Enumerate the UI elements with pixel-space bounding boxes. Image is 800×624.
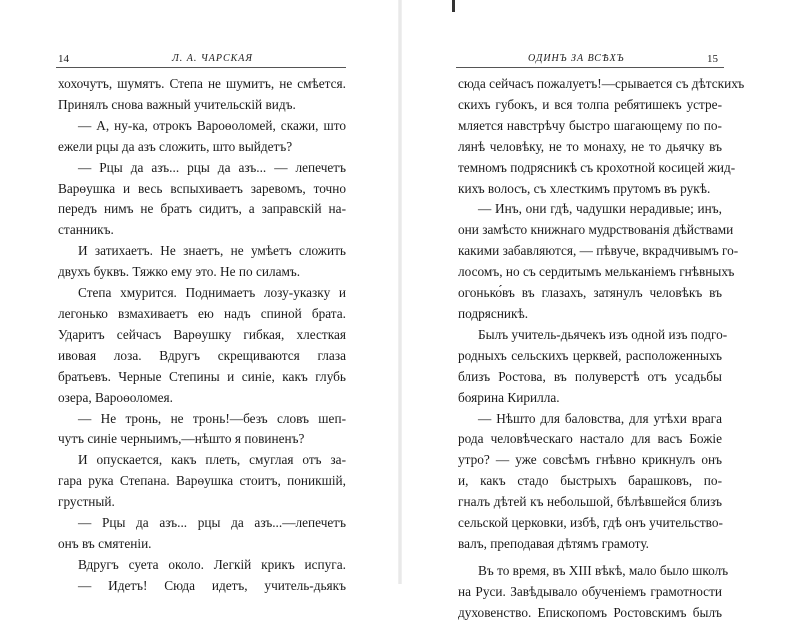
body-text: [58, 74, 346, 597]
text-line: кихъ волосъ, съ хлесткимъ прутомъ въ рукѣ.: [458, 180, 711, 196]
text-line: — Нѣшто для баловства, для утѣхи врага: [478, 410, 722, 426]
page-number: 15: [707, 53, 718, 65]
text-line: подрясникѣ.: [458, 305, 529, 321]
text-line: Въ то время, въ XIII вѣкѣ, мало было школъ: [478, 562, 729, 578]
left-page: [0, 0, 400, 593]
running-head: ОДИНЪ ЗА ВСѢХЪ: [528, 53, 625, 64]
text-line: гара рука Степана. Варѳушка стоитъ, поникшій,: [58, 473, 346, 489]
text-line: они замѣсто книжнаго мудрствованія дѣйствами: [458, 222, 734, 238]
text-line: И затихаетъ. Не знаетъ, не умѣетъ сложить: [78, 243, 346, 259]
text-line: хохочутъ, шумятъ. Степа не шумитъ, не смѣется.: [58, 76, 346, 91]
page-number: 14: [58, 53, 69, 65]
text-line: — Рцы да азъ... рцы да азъ...—лепечетъ: [78, 515, 346, 531]
text-line: озера, Вароѳоломея.: [58, 389, 173, 405]
body-text: [458, 74, 745, 624]
text-line: на Руси. Завѣдывало обученіемъ грамотности: [458, 583, 722, 599]
text-line: — Рцы да азъ... рцы да азъ... — лепечетъ: [78, 159, 346, 175]
text-line: — Не тронь, не тронь!—безъ словъ шеп-: [78, 410, 346, 426]
text-line: онъ въ смятеніи.: [58, 535, 152, 551]
text-line: утро? — уже совсѣмъ гнѣвно крикнулъ онъ: [458, 452, 722, 468]
text-line: сельской церковки, избѣ, гдѣ онъ учительство-: [458, 515, 723, 531]
text-line: боярина Кирилла.: [458, 389, 560, 405]
text-line: и, какъ стадо быстрыхъ барашковъ, по-: [458, 473, 722, 489]
text-line: станникъ.: [58, 222, 114, 238]
text-line: ежели рцы да азъ сложить, што выйдетъ?: [58, 138, 293, 154]
text-line: скихъ губокъ, и вся толпа ребятишекъ устре-: [458, 96, 722, 112]
text-line: лосомъ, но съ сердитымъ мельканіемъ гнѣвныхъ: [458, 264, 735, 280]
header-rule: [456, 67, 724, 68]
text-line: И опускается, какъ плеть, смуглая отъ за-: [78, 452, 346, 468]
text-line: рода человѣческаго настало для васъ Божіе: [458, 431, 722, 447]
text-line: грустный.: [58, 494, 115, 510]
text-line: Ударитъ сейчасъ Варѳушку гибкая, хлесткая: [58, 326, 346, 342]
text-line: близъ Ростова, въ полуверстѣ отъ усадьбы: [458, 368, 722, 384]
text-line: братьевъ. Черные Степины и синіе, какъ глубь: [58, 368, 346, 384]
text-line: сюда сейчасъ пожалуетъ!—срывается съ дѣтскихъ: [458, 76, 745, 91]
text-line: Степа хмурится. Поднимаетъ лозу-указку и: [78, 285, 346, 301]
text-line: — А, ну-ка, отрокъ Вароѳоломей, скажи, што: [78, 117, 346, 133]
text-line: гналъ дѣтей къ небольшой, бѣлѣвшейся близъ: [458, 494, 722, 510]
text-line: двухъ буквъ. Тяжко ему это. Не по силамъ.: [58, 264, 301, 280]
text-line: Варѳушка и весь вспыхиваетъ заревомъ, точно: [58, 180, 346, 196]
text-line: валъ, преподавая дѣтямъ грамоту.: [458, 535, 649, 551]
text-line: чутъ синіе черныимъ,—нѣшто я повиненъ?: [58, 431, 305, 447]
text-line: духовенство. Епископомъ Ростовскимъ былъ: [458, 604, 722, 620]
header-rule: [56, 67, 346, 68]
text-line: темномъ подрясникѣ съ крохотной косицей жид-: [458, 159, 736, 175]
text-line: мляется навстрѣчу быстро шагающему по по-: [458, 117, 722, 133]
text-line: огонько́въ въ глазахъ, затянулъ человѣкъ въ: [458, 285, 722, 301]
text-line: родныхъ сельскихъ церквей, расположенныхъ: [458, 347, 722, 363]
text-line: легонько взмахиваетъ ею надъ спиной брата.: [58, 305, 346, 321]
right-page: [400, 0, 800, 620]
text-line: Вдругъ суета около. Легкій крикъ испуга.: [78, 556, 346, 572]
text-line: Былъ учитель-дьячекъ изъ одной изъ подго-: [478, 326, 728, 342]
text-line: — Идетъ! Сюда идетъ, учитель-дьякъ: [78, 577, 346, 593]
running-head: Л. А. ЧАРСКАЯ: [172, 53, 253, 64]
text-line: лянѣ человѣку, не то монаху, не то дьячку въ: [458, 138, 722, 154]
text-line: Принялъ снова важный учительскій видъ.: [58, 96, 296, 112]
text-line: какими забавляются, — пѣвуче, вкрадчивымъ го-: [458, 243, 739, 259]
text-line: ивовая лоза. Вдругъ скрещиваются глаза: [58, 347, 346, 363]
text-line: передъ нимъ не братъ сидитъ, а заправскій на-: [58, 201, 346, 217]
text-line: — Инъ, они гдѣ, чадушки нерадивые; инъ,: [478, 201, 722, 217]
